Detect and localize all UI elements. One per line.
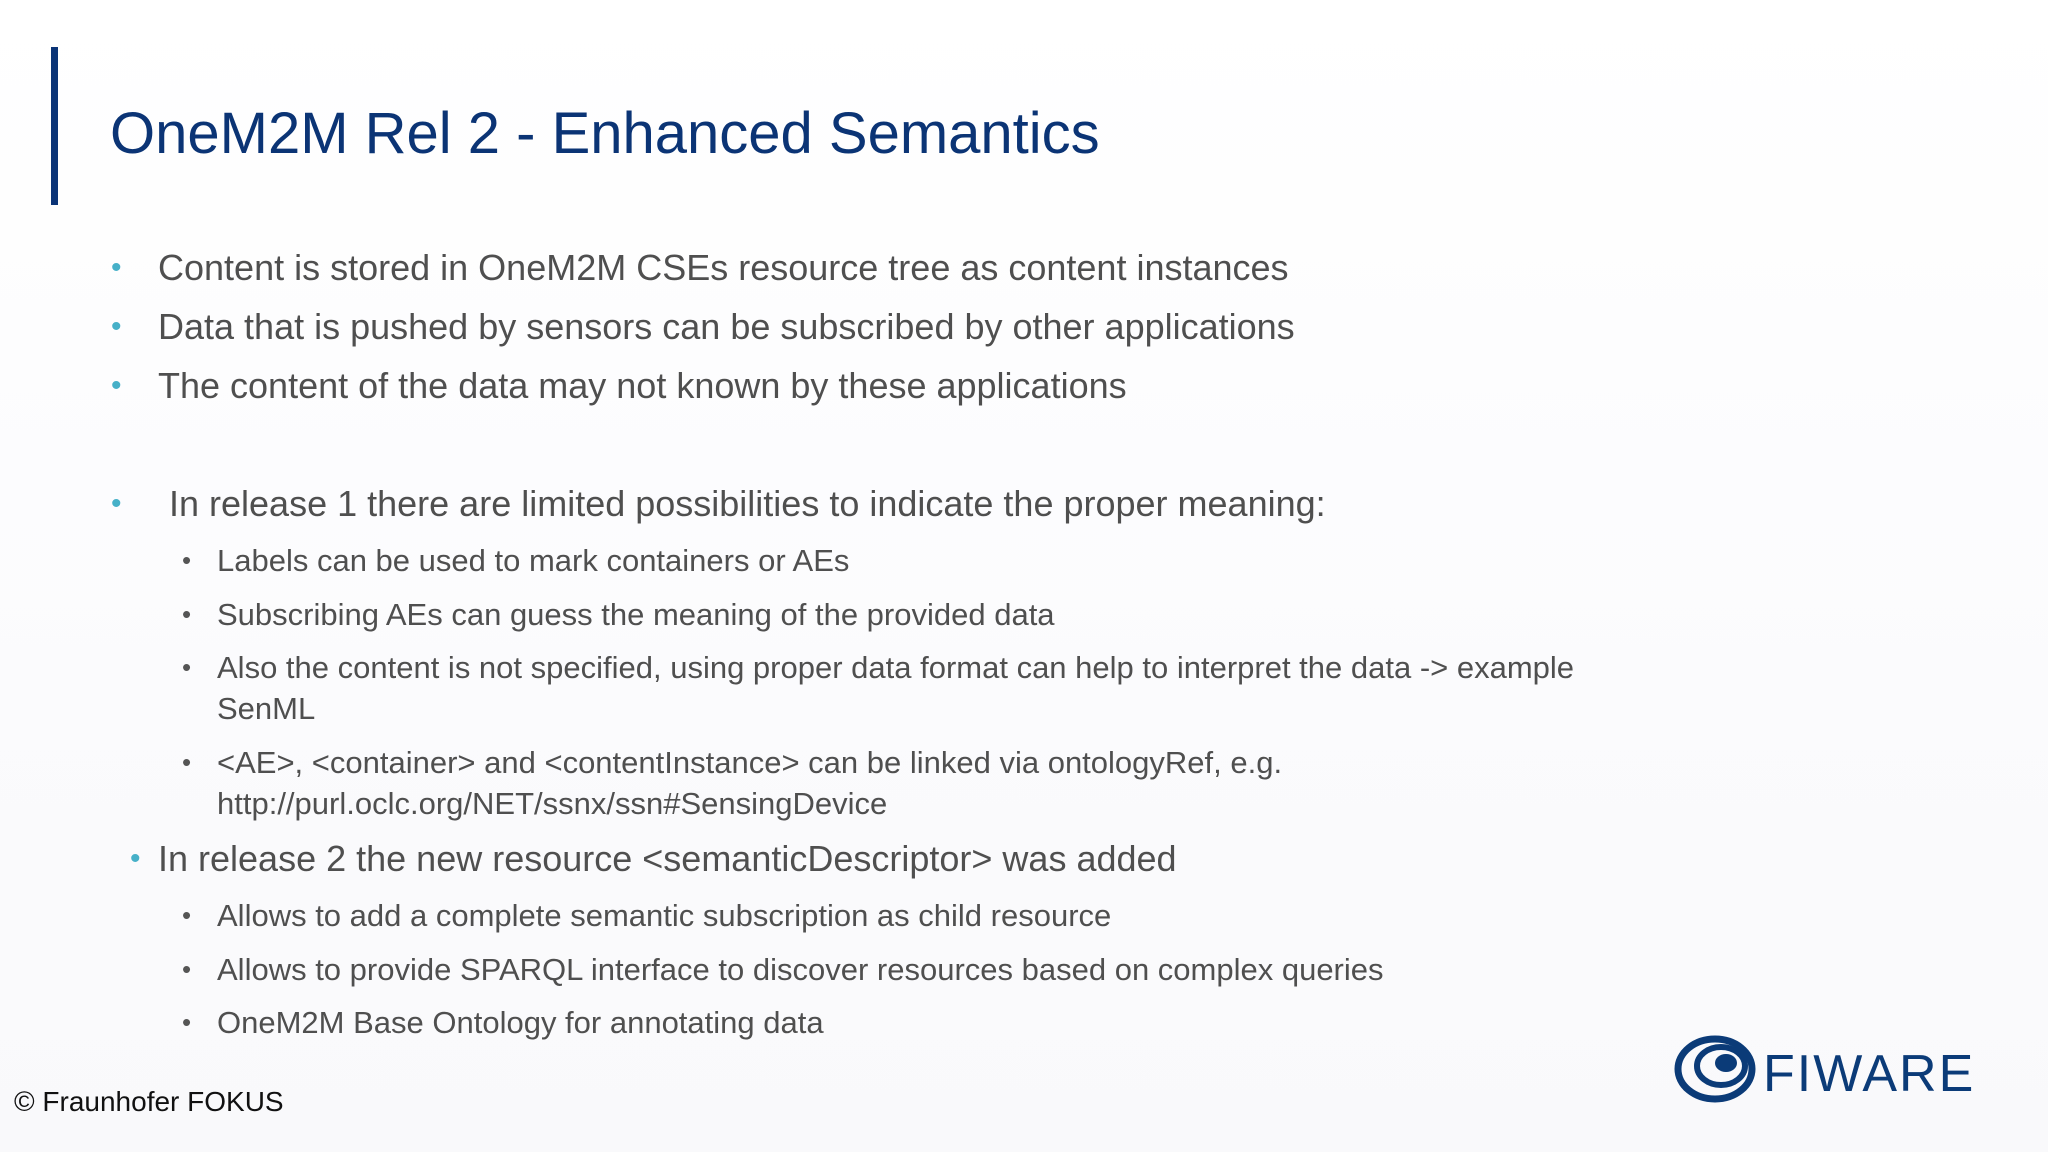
sub-bullet-dot: •: [182, 747, 192, 777]
sub-bullet-dot: •: [182, 900, 192, 930]
bullet-text: In release 1 there are limited possibilities to indicate the proper meaning:: [169, 483, 1326, 524]
sub-bullet-item: [182, 1002, 824, 1043]
bullet-item: [130, 837, 1177, 881]
bullet-item: [111, 246, 1289, 290]
slide-title: OneM2M Rel 2 - Enhanced Semantics: [110, 101, 1100, 166]
bullet-item: [111, 305, 1295, 349]
sub-bullet-dot: •: [182, 954, 192, 984]
sub-bullet-continuation: [217, 783, 887, 824]
sub-bullet-item: [182, 742, 1283, 783]
sub-bullet-dot: •: [182, 652, 192, 682]
bullet-dot: •: [111, 369, 122, 402]
bullet-item: [111, 364, 1127, 408]
fiware-logo: [1675, 1035, 1976, 1105]
sub-bullet-item: [182, 647, 1575, 688]
sub-bullet-item: [182, 895, 1112, 936]
sub-bullet-item: [182, 540, 850, 581]
bullet-item: [111, 482, 1326, 526]
sub-bullet-text: <AE>, <container> and <contentInstance> can be linked via ontologyRef, e.g.: [217, 745, 1283, 780]
bullet-dot: •: [111, 310, 122, 343]
bullet-text: In release 2 the new resource <semanticDescriptor> was added: [158, 838, 1177, 879]
sub-bullet-continuation: [217, 688, 315, 729]
sub-bullet-dot: •: [182, 1007, 192, 1037]
sub-bullet-dot: •: [182, 545, 192, 575]
bullet-text: Data that is pushed by sensors can be subscribed by other applications: [158, 306, 1295, 347]
sub-bullet-dot: •: [182, 599, 192, 629]
bullet-text: Content is stored in OneM2M CSEs resource tree as content instances: [158, 247, 1289, 288]
bullet-dot: •: [130, 842, 141, 875]
bullet-dot: •: [111, 487, 122, 520]
sub-bullet-text: Allows to add a complete semantic subscription as child resource: [217, 898, 1112, 933]
copyright-footer: © Fraunhofer FOKUS: [14, 1086, 284, 1117]
sub-bullet-text: Also the content is not specified, using proper data format can help to interpret the data -> example: [217, 650, 1575, 685]
fiware-wordmark: FIWARE: [1763, 1045, 1976, 1103]
sub-bullet-item: [182, 949, 1384, 990]
sub-bullet-text: Labels can be used to mark containers or AEs: [217, 543, 850, 578]
fiware-swirl-icon: [1678, 1039, 1752, 1099]
sub-bullet-text: http://purl.oclc.org/NET/ssnx/ssn#SensingDevice: [217, 786, 888, 821]
sub-bullet-text: OneM2M Base Ontology for annotating data: [217, 1005, 824, 1040]
sub-bullet-text: Allows to provide SPARQL interface to discover resources based on complex queries: [217, 952, 1384, 987]
sub-bullet-text: SenML: [217, 691, 316, 726]
bullet-dot: •: [111, 251, 122, 284]
bullet-text: The content of the data may not known by these applications: [158, 365, 1127, 406]
sub-bullet-item: [182, 594, 1055, 635]
sub-bullet-text: Subscribing AEs can guess the meaning of the provided data: [217, 597, 1055, 632]
